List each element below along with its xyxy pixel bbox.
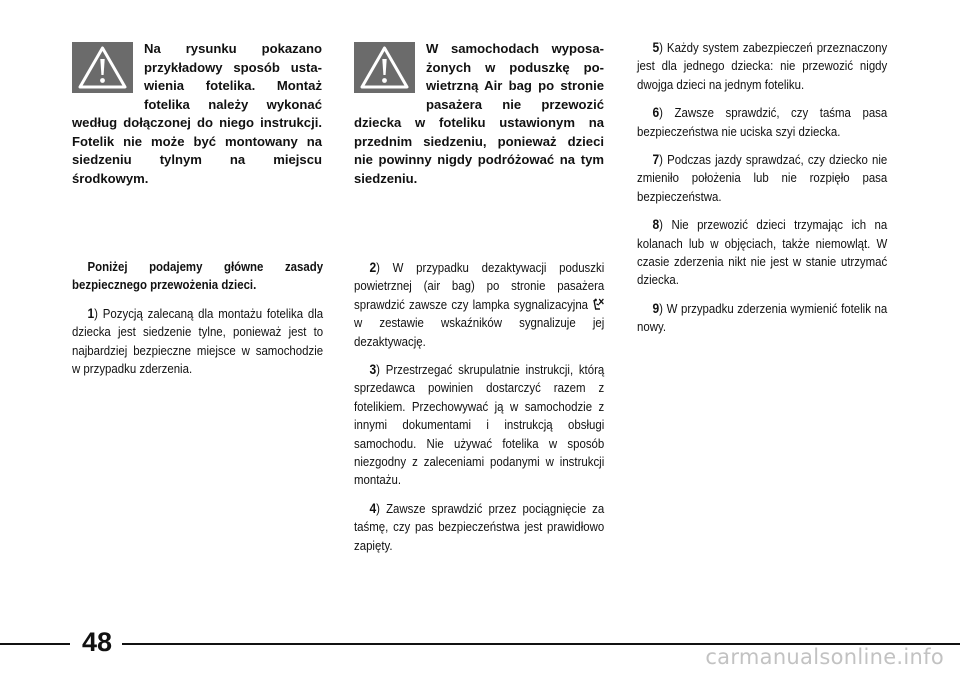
rule-text: ) W przypadku zderzenia wymienić fotelik na nowy. [637,300,888,335]
rule-text: ) Podczas jazdy sprawdzać, czy dziecko nie zmieniło położenia lub nie rozpięło pasa bezpieczeństwa. [637,152,888,204]
intro-heading: Poniżej podajemy główne zasady bezpiecznego przewożenia dzieci. [72,259,324,293]
rule-number: 2 [369,259,377,275]
middle-rules [354,258,604,555]
rule-number: 4 [369,499,377,516]
rule-number: 7 [652,151,660,168]
rule-4 [354,499,604,555]
rule-number: 1 [87,304,95,321]
rule-text: ) Pozycją zalecaną dla montażu fotelika dla dziecka jest siedzenie tylne, ponieważ jest to najbardziej bezpieczne miejsce w samochodzie w przypadku zderzenia. [72,305,324,377]
rule-text: ) Zawsze sprawdzić, czy taśma pasa bezpieczeństwa nie uciska szyi dziecka. [637,105,888,139]
rule-number: 5 [652,39,660,55]
rule-3 [354,360,604,490]
rule-text-after: w zestawie wskaźników sygnalizuje jej dezaktywację. [354,315,605,349]
left-rules [72,258,323,378]
warning-left-text: Na rysunku pokazano przykładowy sposób ustawienia fotelika. Montaż fotelika należy wykonać według dołączonej do niego instrukcji. Fotelik nie może być montowany na siedzeniu tylnym na miejscu środkowym. [72,41,322,186]
rule-5 [637,38,887,94]
rule-8 [637,215,887,290]
rule-text: ) Nie przewozić dzieci trzymając ich na kolanach lub w objęciach, także niemowląt. W czasie zderzenia nikt nie jest w stanie utrzymać dziecka. [637,217,888,288]
rule-6 [637,103,887,141]
warning-middle [354,40,604,188]
rule-text: ) Przestrzegać skrupulatnie instrukcji, którą sprzedawca powinien dostarczyć razem z fotelikiem. Przechowywać ją w samochodzie z innymi dokumentami i instrukcją obsługi samochodu. Nie używać fotelika w sposób niezgodny z zaleceniami podanymi w instrukcji montażu. [354,362,605,488]
airbag-off-indicator-icon [592,298,604,310]
rule-text: ) Zawsze sprawdzić przez pociągnięcie za taśmę, czy pas bezpieczeństwa jest prawidłowo zapięty. [354,500,605,553]
warning-middle-text: W samochodach wyposażonych w poduszkę powietrzną Air bag po stronie pasażera nie przewozić dziecka w foteliku ustawionym na przednim siedzeniu, ponieważ dzieci nie powinny nigdy podróżować na tym siedzeniu. [354,41,604,186]
warning-triangle-icon [72,42,133,93]
rule-number: 3 [369,361,377,378]
page-number: 48 [81,627,113,657]
right-rules [637,38,887,337]
rule-7 [637,150,887,206]
rule-number: 8 [652,216,660,233]
warning-left [72,40,322,188]
rule-number: 9 [652,299,660,316]
rule-9 [637,299,887,337]
watermark: carmanualsonline.info [705,645,944,669]
footer-rule-left [0,643,70,645]
rule-2 [354,258,604,351]
rule-text: ) Każdy system zabezpieczeń przeznaczony jest dla jednego dziecka: nie przewozić nigdy dwojga dzieci na jednym foteliku. [637,40,888,92]
rule-text-before: ) W przypadku dezaktywacji poduszki powietrznej (air bag) po stronie pasażera sprawdzić zawsze czy lampka sygnalizacyjna [354,260,605,312]
rule-number: 6 [652,104,660,121]
warning-triangle-icon [354,42,415,93]
rule-1 [72,304,323,379]
